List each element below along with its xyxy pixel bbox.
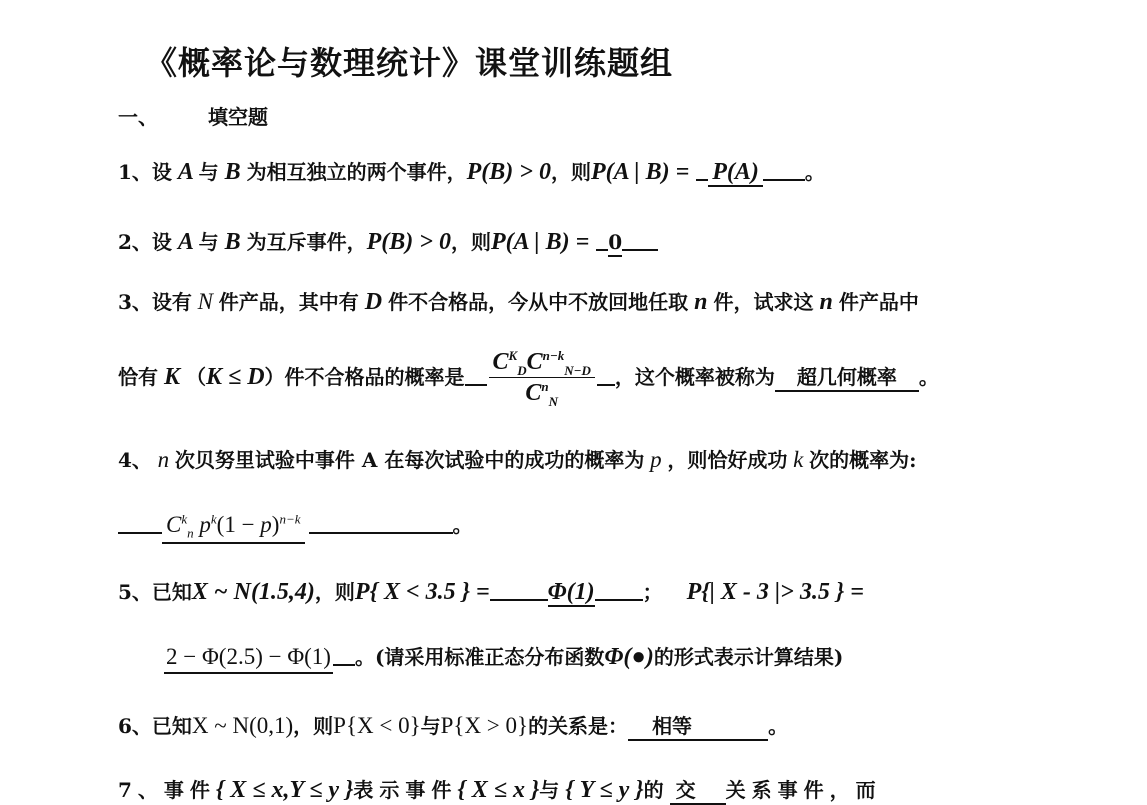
q5-answer-2: 2 − Φ(2.5) − Φ(1) — [164, 642, 333, 674]
q2-answer: 0 — [608, 229, 622, 257]
q5-prefix: 5、已知 — [118, 580, 192, 604]
q6-relation: 的关系是： — [528, 714, 629, 738]
q3-text-h: ，这个概率被称为 — [614, 365, 775, 389]
q6-mid: 与 — [420, 714, 441, 738]
q3-answer: 超几何概率 — [775, 364, 919, 392]
q1-answer: P(A) — [708, 159, 763, 187]
q3-text-d: 件，试求这 — [713, 290, 814, 314]
q5-blank-1-lead — [490, 579, 548, 601]
q1-blank-tail — [763, 159, 805, 181]
q1-condition: P(B) > 0 — [466, 159, 551, 185]
q7-text-b: 表示事件 — [353, 778, 458, 802]
q3-var-n: n — [688, 289, 714, 315]
q4-var-n: n — [151, 447, 175, 472]
q6-expression-1: P{X < 0} — [333, 713, 421, 738]
q3-hypergeometric-formula: $\frac{C^K_DC^{n-k}_{N-D}}{C^n_N}$ — [489, 349, 595, 408]
q5-blank-2-tail — [333, 644, 355, 666]
q2-blank-lead — [596, 229, 608, 251]
q1-end: 。 — [804, 160, 825, 184]
q6-then: ，则 — [293, 714, 334, 738]
q3-var-n-2: n — [813, 289, 839, 315]
q5-answer-1: Φ(1) — [547, 579, 595, 605]
q2-mid: 与 — [198, 230, 219, 254]
q3-text-c: 件不合格品，今从中不放回地任取 — [388, 290, 689, 314]
q2-text: 为互斥事件， — [246, 230, 367, 254]
q4-var-k: k — [787, 447, 810, 472]
question-7 — [118, 776, 882, 805]
q7-text-e: 关系事件，而 — [725, 778, 882, 802]
q3-text-e: 件产品中 — [838, 290, 919, 314]
q2-prefix: 2、设 — [118, 230, 172, 254]
q3-var-d: D — [358, 289, 389, 315]
question-6 — [118, 712, 788, 741]
q1-blank-lead — [696, 159, 708, 181]
q1-then: ，则 — [550, 160, 591, 184]
question-5 — [118, 578, 864, 606]
q2-expression: P(A | B) = — [490, 229, 590, 255]
q4-end: 。 — [452, 513, 473, 537]
q5-expression-1: P{ X < 3.5 } = — [354, 579, 490, 605]
question-3-line-1 — [118, 288, 919, 316]
q6-expression-2: P{X > 0} — [440, 713, 529, 738]
q7-expression-2: { X ≤ x } — [457, 777, 540, 803]
q2-var-b: B — [218, 229, 247, 255]
q7-answer: 交 — [670, 777, 726, 805]
q3-text-g: 件不合格品的概率是 — [284, 365, 465, 389]
q3-blank-lead — [465, 364, 487, 386]
q5-note-symbol: Φ(●) — [604, 644, 654, 670]
q2-condition: P(B) > 0 — [366, 229, 451, 255]
q2-var-a: A — [171, 229, 199, 255]
q5-separator: ； — [642, 580, 663, 604]
q3-text-b: 件产品，其中有 — [218, 290, 359, 314]
q1-expression: P(A | B) = — [590, 159, 690, 185]
q5-expression-2: P{| X - 3 |> 3.5 } = — [686, 579, 864, 605]
q3-paren-close: ） — [264, 365, 285, 389]
q7-text-a: 7、事件 — [118, 778, 216, 802]
q3-text-f: 恰有 — [118, 365, 158, 389]
q7-expression-3: { Y ≤ y } — [565, 777, 644, 803]
q6-end: 。 — [768, 714, 789, 738]
page-title: 《概率论与数理统计》课堂训练题组 — [145, 44, 674, 82]
q5-then: ，则 — [314, 580, 355, 604]
q7-expression-1: { X ≤ x,Y ≤ y } — [215, 777, 354, 803]
section-header — [118, 103, 268, 131]
q4-text-c: 次的概率为: — [809, 448, 917, 472]
q4-text-b: ，则恰好成功 — [667, 448, 788, 472]
q3-var-n-total: N — [191, 289, 219, 314]
q1-mid: 与 — [198, 160, 219, 184]
q4-var-p: p — [644, 447, 668, 472]
q4-answer-formula: $C^k_n$ $p^k(1 - p)^{n-k}$ — [162, 508, 305, 544]
q3-paren-open: （ — [186, 365, 207, 389]
q6-answer: 相等 — [628, 713, 768, 741]
q7-text-d: 的 — [643, 778, 670, 802]
q4-blank-tail — [309, 512, 453, 534]
q1-text: 为相互独立的两个事件， — [246, 160, 467, 184]
q3-end: 。 — [918, 365, 939, 389]
q4-text-a: 次贝努里试验中事件 A 在每次试验中的成功的概率为 — [174, 448, 645, 472]
q1-prefix: 1、设 — [118, 160, 172, 184]
q3-var-k: K — [158, 364, 187, 390]
question-5-line-2 — [164, 642, 843, 674]
question-4-answer-line — [118, 508, 473, 544]
q6-prefix: 6、已知 — [118, 714, 192, 738]
q3-text-a: 3、设有 — [118, 290, 192, 314]
question-2 — [118, 228, 658, 257]
q1-var-b: B — [218, 159, 247, 185]
q5-distribution: X ~ N(1.5,4) — [191, 579, 315, 605]
section-number: 一、 — [118, 105, 158, 129]
question-4 — [118, 446, 916, 474]
q3-blank-tail — [597, 364, 615, 386]
q2-then: ，则 — [450, 230, 491, 254]
q5-blank-1-tail — [595, 579, 643, 601]
question-1 — [118, 158, 825, 187]
q1-var-a: A — [171, 159, 199, 185]
q6-distribution: X ~ N(0,1) — [191, 713, 294, 738]
q4-prefix: 4、 — [118, 448, 152, 472]
q7-text-c: 与 — [539, 778, 566, 802]
q3-condition: K ≤ D — [206, 364, 265, 390]
q4-blank-lead — [118, 512, 162, 534]
question-3-line-2 — [118, 345, 939, 409]
q5-note-b: 的形式表示计算结果) — [653, 645, 844, 669]
section-label: 填空题 — [208, 105, 268, 129]
q2-blank-tail — [622, 229, 658, 251]
q5-note-a: 。(请采用标准正态分布函数 — [354, 645, 605, 669]
